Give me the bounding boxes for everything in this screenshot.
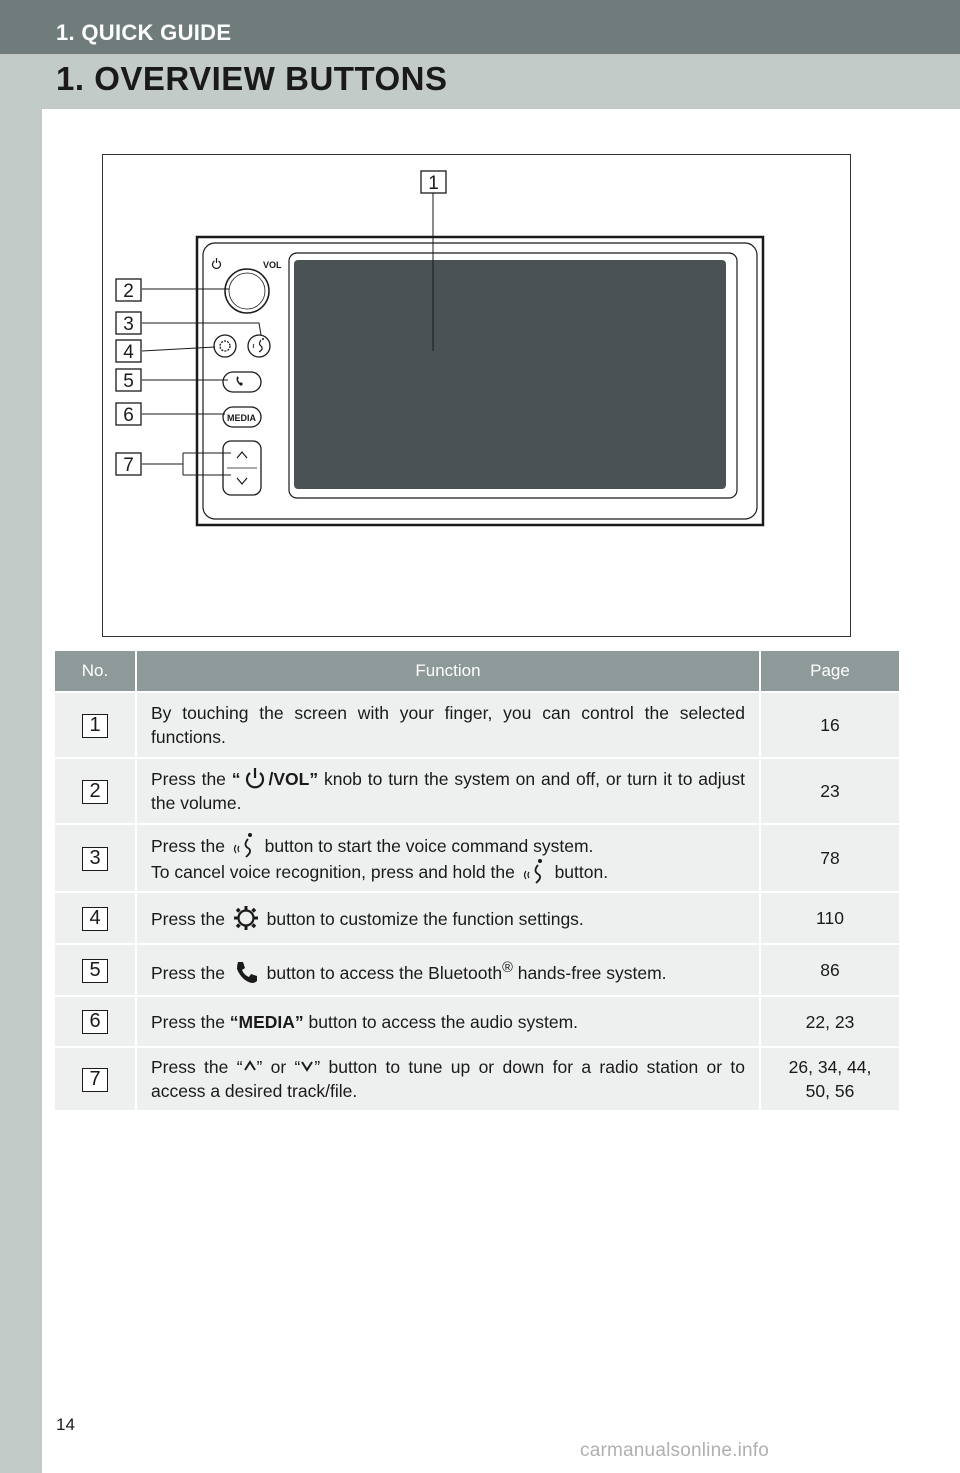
row-page: 78 <box>761 823 899 891</box>
row-number: 6 <box>82 1010 108 1034</box>
row-page: 22, 23 <box>761 995 899 1046</box>
table-row <box>55 995 899 1046</box>
row-number: 7 <box>82 1068 108 1092</box>
touch-screen <box>294 260 726 489</box>
voice-command-icon <box>233 832 257 858</box>
svg-text:2: 2 <box>123 281 134 302</box>
row-function: By touching the screen with your finger, you can control the selected functions. <box>137 691 761 757</box>
svg-text:5: 5 <box>123 371 134 392</box>
gear-icon <box>233 905 259 931</box>
row-page: 16 <box>761 691 899 757</box>
callout-5 <box>116 369 141 392</box>
page-title: 1. OVERVIEW BUTTONS <box>56 60 448 97</box>
row-function: Press the “MEDIA” button to access the audio system. <box>137 995 761 1046</box>
page-number: 14 <box>56 1415 75 1434</box>
head-unit-illustration <box>102 154 851 637</box>
table-row <box>55 943 899 995</box>
phone-button <box>223 372 261 392</box>
table-row <box>55 891 899 943</box>
row-page: 86 <box>761 943 899 995</box>
table-row <box>55 1046 899 1110</box>
callout-4 <box>116 340 141 363</box>
row-function: Press the “ ” or “ ” button to tune up or down for a radio station or to access a desired track/file. <box>137 1046 761 1110</box>
row-number: 4 <box>82 907 108 931</box>
svg-text:4: 4 <box>123 342 134 363</box>
row-number: 1 <box>82 714 108 738</box>
table-header-row <box>55 651 899 691</box>
voice-button <box>248 335 270 357</box>
head-unit-drawing <box>103 155 852 638</box>
table-row <box>55 823 899 891</box>
table-row <box>55 757 899 823</box>
registered-mark: ® <box>502 959 513 976</box>
svg-text:6: 6 <box>123 405 134 426</box>
table-row <box>55 691 899 757</box>
svg-text:3: 3 <box>123 314 134 335</box>
watermark: carmanualsonline.info <box>580 1440 770 1461</box>
row-page: 26, 34, 44, 50, 56 <box>761 1046 899 1110</box>
setup-button <box>214 335 236 357</box>
row-function: Press the “ /VOL” knob to turn the system on and off, or turn it to adjust the volume. <box>137 757 761 823</box>
voice-command-icon <box>523 858 547 884</box>
header-no: No. <box>55 651 137 691</box>
row-function: Press the button to customize the function settings. <box>137 891 761 943</box>
row-number: 3 <box>82 847 108 871</box>
row-function: Press the button to access the Bluetooth® hands-free system. <box>137 943 761 995</box>
callout-6 <box>116 403 141 426</box>
sidebar-strip <box>0 0 42 1473</box>
row-function: Press the button to start the voice command system. To cancel voice recognition, press and hold the button. <box>137 823 761 891</box>
chevron-up-icon <box>243 1059 257 1073</box>
row-page: 23 <box>761 757 899 823</box>
callout-3 <box>116 312 141 335</box>
section-label: 1. QUICK GUIDE <box>56 20 232 45</box>
media-label: MEDIA <box>227 413 256 423</box>
header-page: Page <box>761 651 899 691</box>
header-function: Function <box>137 651 761 691</box>
row-number: 5 <box>82 959 108 983</box>
overview-buttons-table <box>55 651 899 1110</box>
power-icon <box>244 767 266 791</box>
svg-text:1: 1 <box>428 173 439 194</box>
callout-7 <box>116 453 141 476</box>
chevron-down-icon <box>300 1059 314 1073</box>
row-number: 2 <box>82 780 108 804</box>
power-vol-knob <box>225 269 269 313</box>
callout-2 <box>116 279 141 302</box>
phone-icon <box>233 960 259 984</box>
svg-text:7: 7 <box>123 455 134 476</box>
row-page: 110 <box>761 891 899 943</box>
callout-1 <box>421 171 446 194</box>
vol-label: VOL <box>263 260 282 270</box>
